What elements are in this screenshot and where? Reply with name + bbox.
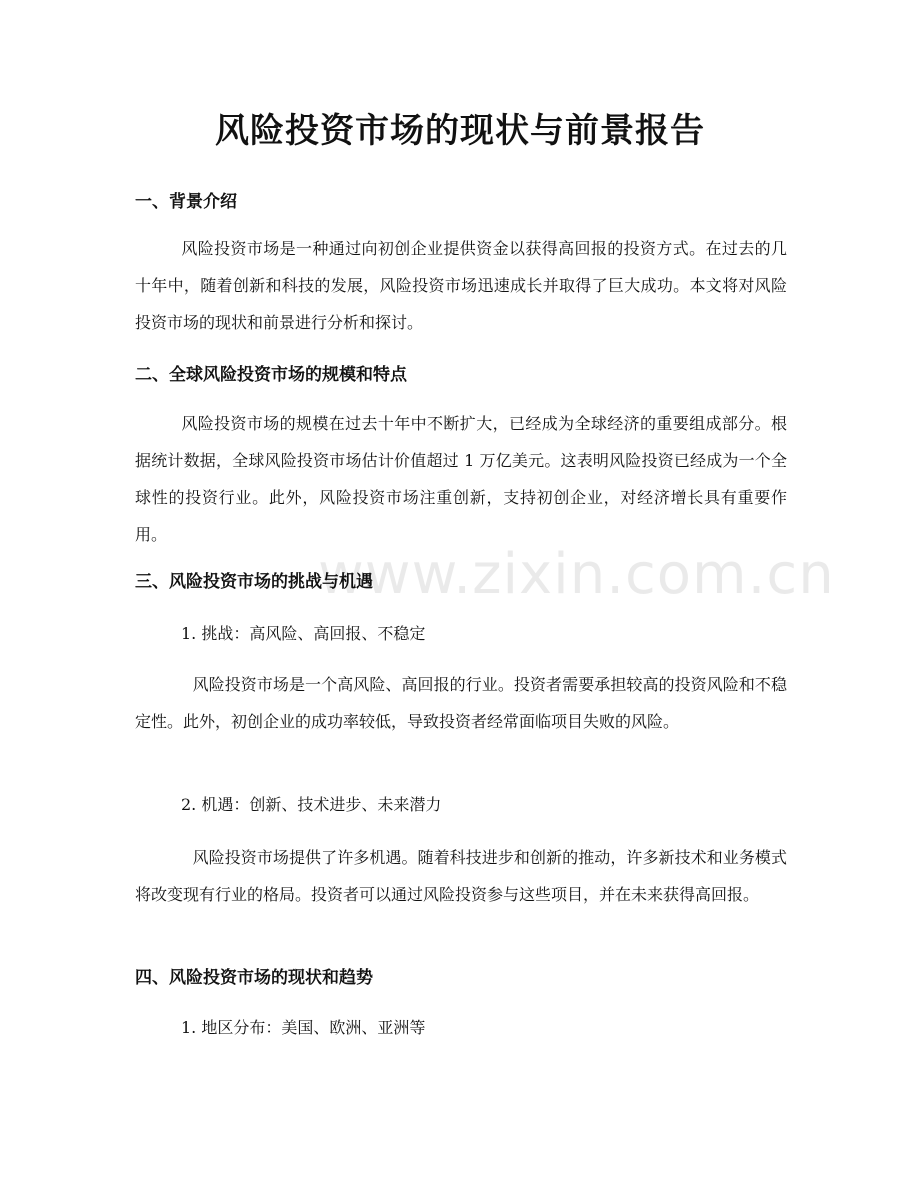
list-item-challenge-paragraph: 风险投资市场是一个高风险、高回报的行业。投资者需要承担较高的投资风险和不稳定性。此外，初创企业的成功率较低，导致投资者经常面临项目失败的风险。: [135, 675, 787, 731]
document-title: 风险投资市场的现状与前景报告: [215, 111, 705, 151]
list-item-opportunity-paragraph: 风险投资市场提供了许多机遇。随着科技进步和创新的推动，许多新技术和业务模式将改变现有行业的格局。投资者可以通过风险投资参与这些项目，并在未来获得高回报。: [135, 848, 787, 904]
section-heading-background: 一、背景介绍: [135, 192, 237, 212]
section-paragraph-background: 风险投资市场是一种通过向初创企业提供资金以获得高回报的投资方式。在过去的几十年中，随着创新和科技的发展，风险投资市场迅速成长并取得了巨大成功。本文将对风险投资市场的现状和前景进行分析和探讨。: [135, 239, 787, 332]
list-item-regional-distribution: 1. 地区分布：美国、欧洲、亚洲等: [181, 1018, 426, 1037]
watermark-text: www.zixin.com.cn: [318, 542, 835, 607]
section-heading-global-scale: 二、全球风险投资市场的规模和特点: [135, 365, 407, 385]
section-paragraph-global-scale: 风险投资市场的规模在过去十年中不断扩大，已经成为全球经济的重要组成部分。根据统计数据，全球风险投资市场估计价值超过 1 万亿美元。这表明风险投资已经成为一个全球性的投资行业。此外，风险投资市场注重创新，支持初创企业，对经济增长具有重要作用。: [135, 414, 787, 544]
section-heading-challenges: 三、风险投资市场的挑战与机遇: [135, 572, 373, 592]
list-item-opportunity-label: 2. 机遇：创新、技术进步、未来潜力: [181, 795, 442, 814]
section-heading-status-trends: 四、风险投资市场的现状和趋势: [135, 968, 373, 988]
list-item-challenge-label: 1. 挑战：高风险、高回报、不稳定: [181, 624, 426, 643]
